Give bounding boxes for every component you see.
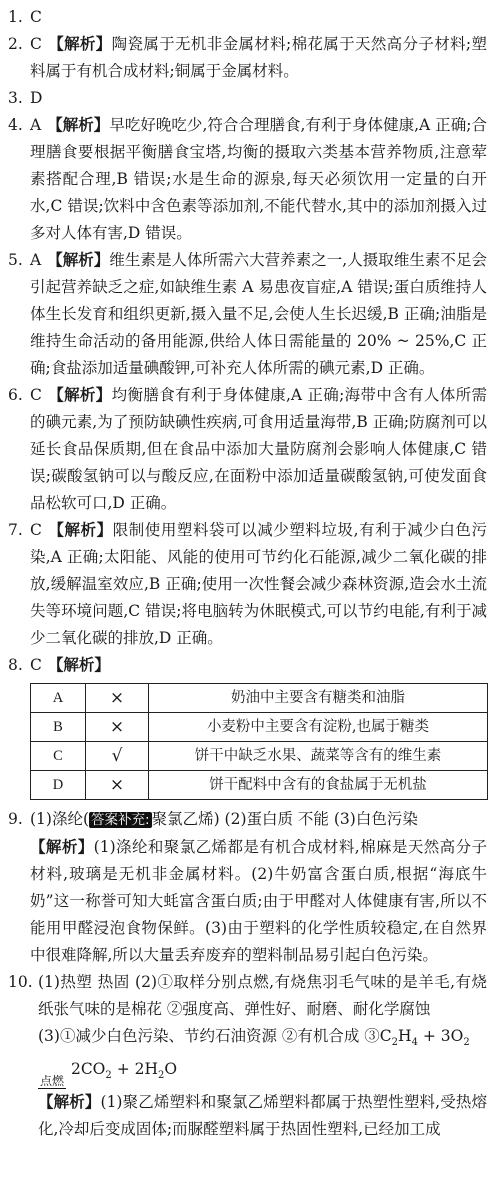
analysis-text: 限制使用塑料袋可以减少塑料垃圾,有利于减少白色污染,A 正确;太阳能、风能的使用可节约化石能源,减少二氧化碳的排放,缓解温室效应,B 正确;使用一次性餐会减少森林资源,造会水土流失等环境问题,C 错误;将电脑转为休眠模式,可以节约电能,有利于减少二氧化碳的排放,D 正确。 xyxy=(30,521,487,647)
formula-text: + 3O xyxy=(417,1027,464,1045)
question-8 xyxy=(8,652,487,679)
question-4 xyxy=(8,112,487,247)
analysis-tag: 【解析】 xyxy=(47,521,113,539)
question-7 xyxy=(8,517,487,652)
question-number: 10. xyxy=(8,973,33,991)
question-1 xyxy=(8,4,487,31)
answer-text: (1)涤纶( xyxy=(30,810,90,828)
question-number: 5. xyxy=(8,251,23,269)
answer-letter: C xyxy=(30,35,42,53)
subscript: 2 xyxy=(105,1070,112,1082)
subscript: 2 xyxy=(158,1070,165,1082)
explanation-cell: 奶油中主要含有糖类和油脂 xyxy=(149,684,488,713)
answer-text: (1)热塑 热固 (2)①取样分别点燃,有烧焦羽毛气味的是羊毛,有烧纸张气味的是棉花 ②强度高、弹性好、耐磨、耐化学腐蚀 xyxy=(38,973,487,1018)
explanation-cell: 小麦粉中主要含有淀粉,也属于糖类 xyxy=(149,713,488,742)
subscript: 2 xyxy=(463,1037,470,1049)
answer-letter: C xyxy=(30,521,42,539)
table-row xyxy=(31,742,488,771)
analysis-text: 早吃好晚吃少,符合合理膳食,有利于身体健康,A 正确;合理膳食要根据平衡膳食宝塔,均衡的摄取六类基本营养物质,注意荤素搭配合理,B 错误;水是生命的源泉,每天必须饮用一定量的白开水,C 错误;饮料中含色素等添加剂,不能代替水,其中的添加剂摄入过多对人体有害,D 错误。 xyxy=(30,116,487,242)
option-cell: A xyxy=(31,684,86,713)
question-3 xyxy=(8,85,487,112)
judgement-cell: × xyxy=(86,713,149,742)
judgement-cell: √ xyxy=(86,742,149,771)
question-5 xyxy=(8,247,487,382)
reaction-arrow xyxy=(38,1074,66,1089)
question-number: 2. xyxy=(8,35,23,53)
answer-supplement-label: 答案补充: xyxy=(91,812,150,828)
question-2 xyxy=(8,31,487,85)
table-row xyxy=(31,771,488,800)
answer-letter: A xyxy=(30,116,42,134)
answer-equation-line xyxy=(8,1023,487,1089)
question-number: 8. xyxy=(8,656,23,674)
formula-text: 2CO xyxy=(70,1060,106,1079)
option-cell: B xyxy=(31,713,86,742)
analysis-paragraph xyxy=(8,1089,487,1143)
analysis-text: (1)涤纶和聚氯乙烯都是有机合成材料,棉麻是天然高分子材料,玻璃是无机非金属材料。(2)牛奶富含蛋白质,根据“海底牛奶”这一称誉可知大蚝富含蛋白质;由于甲醛对人体健康有害,所以不能用甲醛浸泡食物保鲜。(3)由于塑料的化学性质较稳定,在自然界中很难降解,所以大量丢弃废弃的塑料制品易引起白色污染。 xyxy=(30,838,487,964)
answer-text: (3)①减少白色污染、节约石油资源 ②有机合成 ③C xyxy=(38,1027,392,1045)
analysis-tag: 【解析】 xyxy=(30,838,94,856)
question-6 xyxy=(8,382,487,517)
analysis-tag: 【解析】 xyxy=(47,116,110,134)
explanation-cell: 饼干配料中含有的食盐属于无机盐 xyxy=(149,771,488,800)
judgement-cell: × xyxy=(86,771,149,800)
table-row xyxy=(31,684,488,713)
question-number: 4. xyxy=(8,116,23,134)
analysis-tag: 【解析】 xyxy=(47,386,112,404)
analysis-text: 均衡膳食有利于身体健康,A 正确;海带中含有人体所需的碘元素,为了预防缺碘性疾病,可食用适量海带,B 正确;防腐剂可以延长食品保质期,但在食品中添加大量防腐剂会影响人体健康,C 错误;碳酸氢钠可以与酸反应,在面粉中添加适量碳酸氢钠,可使发面食品松软可口,D 正确。 xyxy=(30,386,487,512)
analysis-tag: 【解析】 xyxy=(47,251,110,269)
analysis-text: 维生素是人体所需六大营养素之一,人摄取维生素不足会引起营养缺乏之症,如缺维生素 A 易患夜盲症,A 错误;蛋白质维持人体生长发育和组织更新,摄入量不足,会使人生长迟缓,B 正确;油脂是维持生命活动的备用能源,供给人体日需能量的 20% ~ 25%,C 正确;食盐添加适量碘酸钾,可补充人体所需的碘元素,D 正确。 xyxy=(30,251,487,377)
question-number: 3. xyxy=(8,89,23,107)
analysis-tag: 【解析】 xyxy=(47,35,112,53)
formula-text: H xyxy=(398,1027,412,1045)
judgement-cell: × xyxy=(86,684,149,713)
answer-letter: A xyxy=(30,251,42,269)
analysis-table xyxy=(30,683,488,800)
explanation-cell: 饼干中缺乏水果、蔬菜等含有的维生素 xyxy=(149,742,488,771)
answer-letter: C xyxy=(30,656,42,674)
answer-letter: C xyxy=(30,386,42,404)
question-number: 9. xyxy=(8,810,23,828)
formula-text: O xyxy=(164,1060,178,1079)
option-cell: C xyxy=(31,742,86,771)
analysis-text: 陶瓷属于无机非金属材料;棉花属于天然高分子材料;塑料属于有机合成材料;铜属于金属材料。 xyxy=(30,35,487,80)
reaction-condition: 点燃 xyxy=(40,1074,65,1089)
formula-text: + 2H xyxy=(111,1060,158,1079)
analysis-tag: 【解析】 xyxy=(38,1093,101,1112)
question-number: 1. xyxy=(8,8,23,26)
answer-letter: C xyxy=(30,8,42,26)
question-number: 6. xyxy=(8,386,23,404)
question-9 xyxy=(8,806,487,834)
question-10 xyxy=(8,969,487,1023)
analysis-text: (1)聚乙烯塑料和聚氯乙烯塑料都属于热塑性塑料,受热熔化,冷却后变成固体;而脲醛塑料属于热固性塑料,已经加工成 xyxy=(38,1093,487,1139)
subscript: 2 xyxy=(391,1037,399,1049)
answer-letter: D xyxy=(30,89,43,107)
subscript: 4 xyxy=(411,1037,418,1049)
answer-text: 聚氯乙烯) (2)蛋白质 不能 (3)白色污染 xyxy=(151,810,418,828)
option-cell: D xyxy=(31,771,86,800)
analysis-tag: 【解析】 xyxy=(47,656,110,674)
analysis-paragraph xyxy=(8,834,487,969)
table-row xyxy=(31,713,488,742)
question-number: 7. xyxy=(8,521,23,539)
